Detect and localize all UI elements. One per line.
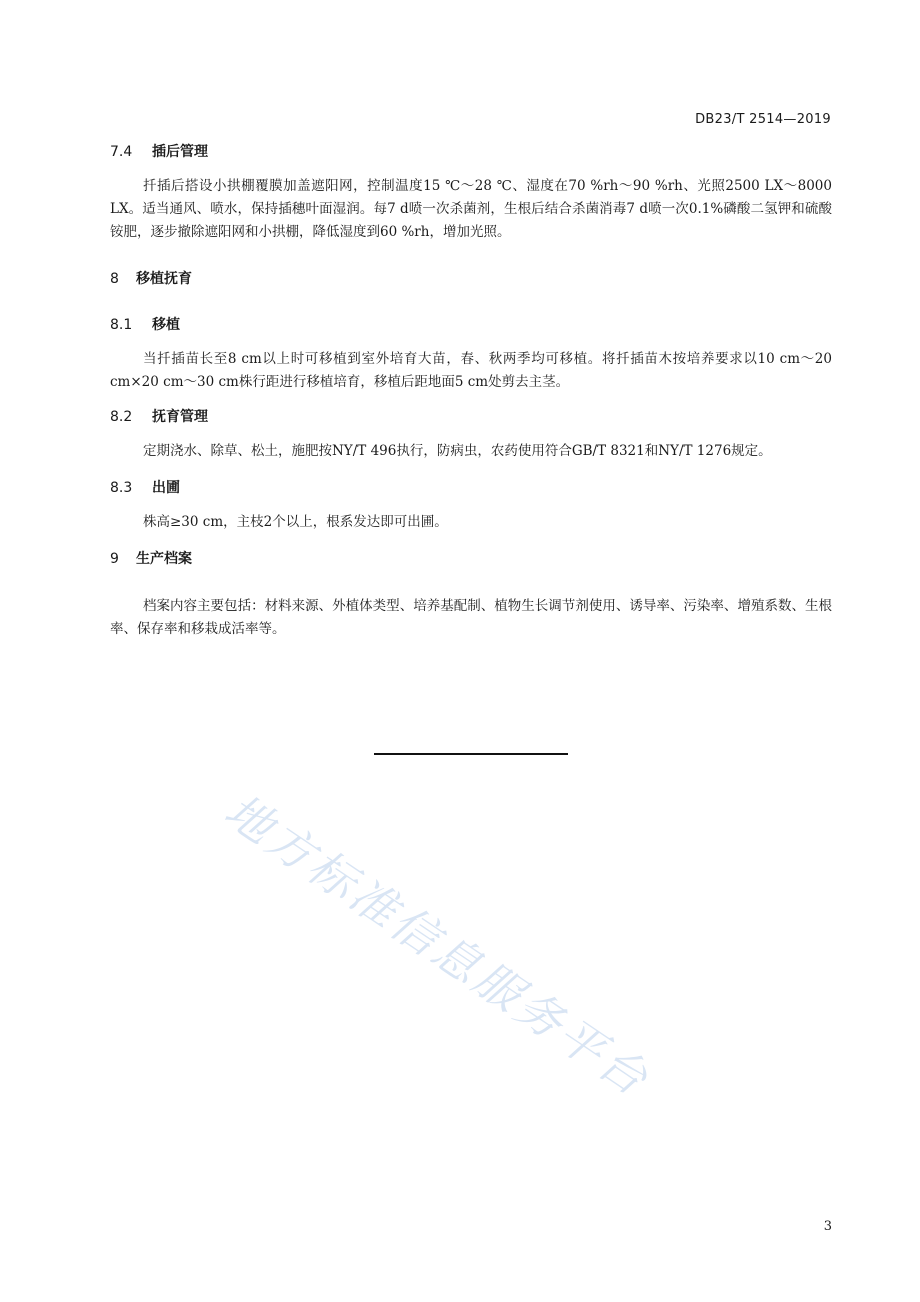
section-number: 9 xyxy=(110,551,119,567)
section-paragraph-8-3: 株高≥30 cm，主枝2个以上，根系发达即可出圃。 xyxy=(143,514,448,530)
document-code: DB23/T 2514—2019 xyxy=(695,112,831,127)
page-number: 3 xyxy=(823,1219,832,1234)
section-paragraph-7-4: 扦插后搭设小拱棚覆膜加盖遮阳网，控制温度15 ℃～28 ℃、湿度在70 %rh～90 %rh、光照2500 LX～8000 LX。适当通风、喷水，保持插穗叶面湿润。每7 d喷一次杀菌剂，生根后结合杀菌消毒7 d喷一次0.1%磷酸二氢钾和硫酸铵肥，逐步撤除遮阳网和小拱棚，降低湿度到60 %rh，增加光照。 xyxy=(110,178,832,240)
section-heading-7-4 xyxy=(110,142,832,162)
end-of-document-rule xyxy=(374,753,568,755)
section-title: 生产档案 xyxy=(136,551,192,567)
section-number: 8.2 xyxy=(110,409,133,425)
section-heading-8-3 xyxy=(110,478,832,498)
section-number: 8.3 xyxy=(110,480,133,496)
section-number: 8.1 xyxy=(110,317,133,333)
section-heading-8-2 xyxy=(110,407,832,427)
section-title: 移植抚育 xyxy=(136,271,192,287)
section-number: 8 xyxy=(110,271,119,287)
section-title: 出圃 xyxy=(152,480,180,496)
section-heading-9 xyxy=(110,549,832,569)
section-number: 7.4 xyxy=(110,144,133,160)
section-heading-8-1 xyxy=(110,315,832,335)
section-title: 插后管理 xyxy=(152,144,208,160)
section-paragraph-9: 档案内容主要包括：材料来源、外植体类型、培养基配制、植物生长调节剂使用、诱导率、污染率、增殖系数、生根率、保存率和移栽成活率等。 xyxy=(110,598,832,637)
section-paragraph-8-2: 定期浇水、除草、松土，施肥按NY/T 496执行，防病虫，农药使用符合GB/T 8321和NY/T 1276规定。 xyxy=(143,443,772,459)
section-title: 抚育管理 xyxy=(152,409,208,425)
section-paragraph-8-1: 当扦插苗长至8 cm以上时可移植到室外培育大苗，春、秋两季均可移植。将扦插苗木按培养要求以10 cm～20 cm×20 cm～30 cm株行距进行移植培育，移植后距地面5 cm处剪去主茎。 xyxy=(110,351,832,390)
section-title: 移植 xyxy=(152,317,180,333)
watermark-text: 地方标准信息服务平台 xyxy=(215,783,660,1108)
document-body xyxy=(110,142,832,641)
section-heading-8 xyxy=(110,269,832,289)
